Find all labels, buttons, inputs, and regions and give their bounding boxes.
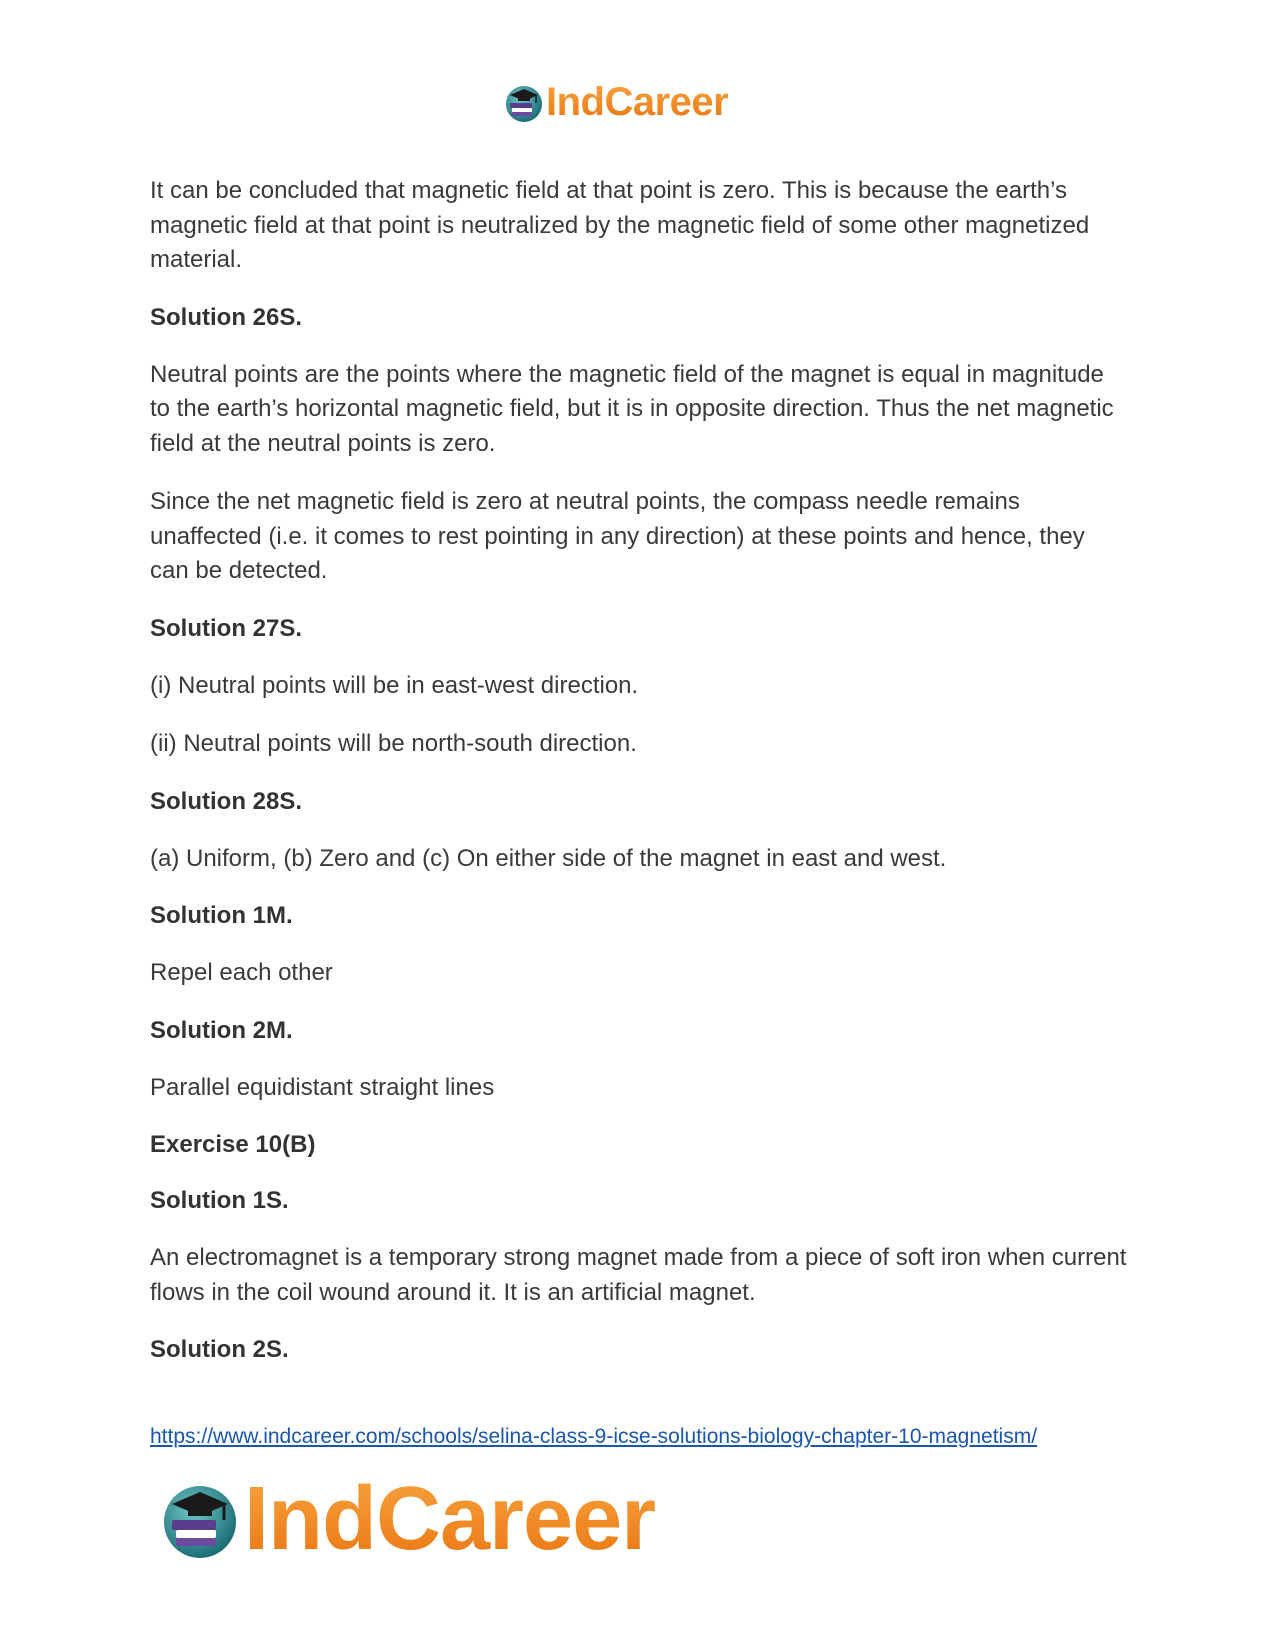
exercise-heading: Exercise 10(B) [150, 1131, 316, 1158]
paragraph: (i) Neutral points will be in east-west direction. [150, 671, 639, 699]
solution-heading: Solution 1M. [150, 902, 293, 929]
solution-heading: Solution 1S. [150, 1187, 289, 1214]
header-logo [504, 80, 728, 125]
document-body [150, 174, 1130, 1390]
paragraph: (ii) Neutral points will be north-south direction. [150, 730, 637, 757]
graduation-cap-book-globe-icon [504, 83, 544, 123]
solution-heading: Solution 26S. [150, 303, 303, 331]
paragraph: Since the net magnetic field is zero at neutral points, the compass needle remains unaffected (i.e. it comes to rest pointing in any direction) at these points and hence, they can be detected. [150, 488, 1085, 584]
solution-heading: Solution 27S. [150, 614, 303, 642]
solution-heading: Solution 28S. [150, 787, 303, 815]
paragraph: Repel each other [150, 959, 333, 986]
paragraph: Parallel equidistant straight lines [150, 1073, 495, 1101]
solution-heading: Solution 2S. [150, 1336, 289, 1363]
source-url-link[interactable]: https://www.indcareer.com/schools/selina-class-9-icse-solutions-biology-chapter-10-magnetism/ [150, 1425, 1038, 1448]
paragraph: (a) Uniform, (b) Zero and (c) On either side of the magnet in east and west. [150, 844, 947, 872]
logo-wordmark: IndCareer [546, 80, 729, 124]
paragraph: Neutral points are the points where the magnetic field of the magnet is equal in magnitude to the earth’s horizontal magnetic field, but it is in opposite direction. Thus the net magnetic field at the neutral points is zero. [150, 360, 1114, 457]
graduation-cap-book-globe-icon [160, 1480, 240, 1560]
paragraph: It can be concluded that magnetic field at that point is zero. This is because the earth’s magnetic field at that point is neutralized by the magnetic field of some other magnetized material. [150, 177, 1090, 273]
paragraph: An electromagnet is a temporary strong magnet made from a piece of soft iron when current flows in the coil wound around it. It is an artificial magnet. [150, 1244, 1127, 1306]
solution-heading: Solution 2M. [150, 1016, 293, 1044]
logo-wordmark: IndCareer [244, 1469, 656, 1569]
footer-logo [160, 1468, 655, 1571]
